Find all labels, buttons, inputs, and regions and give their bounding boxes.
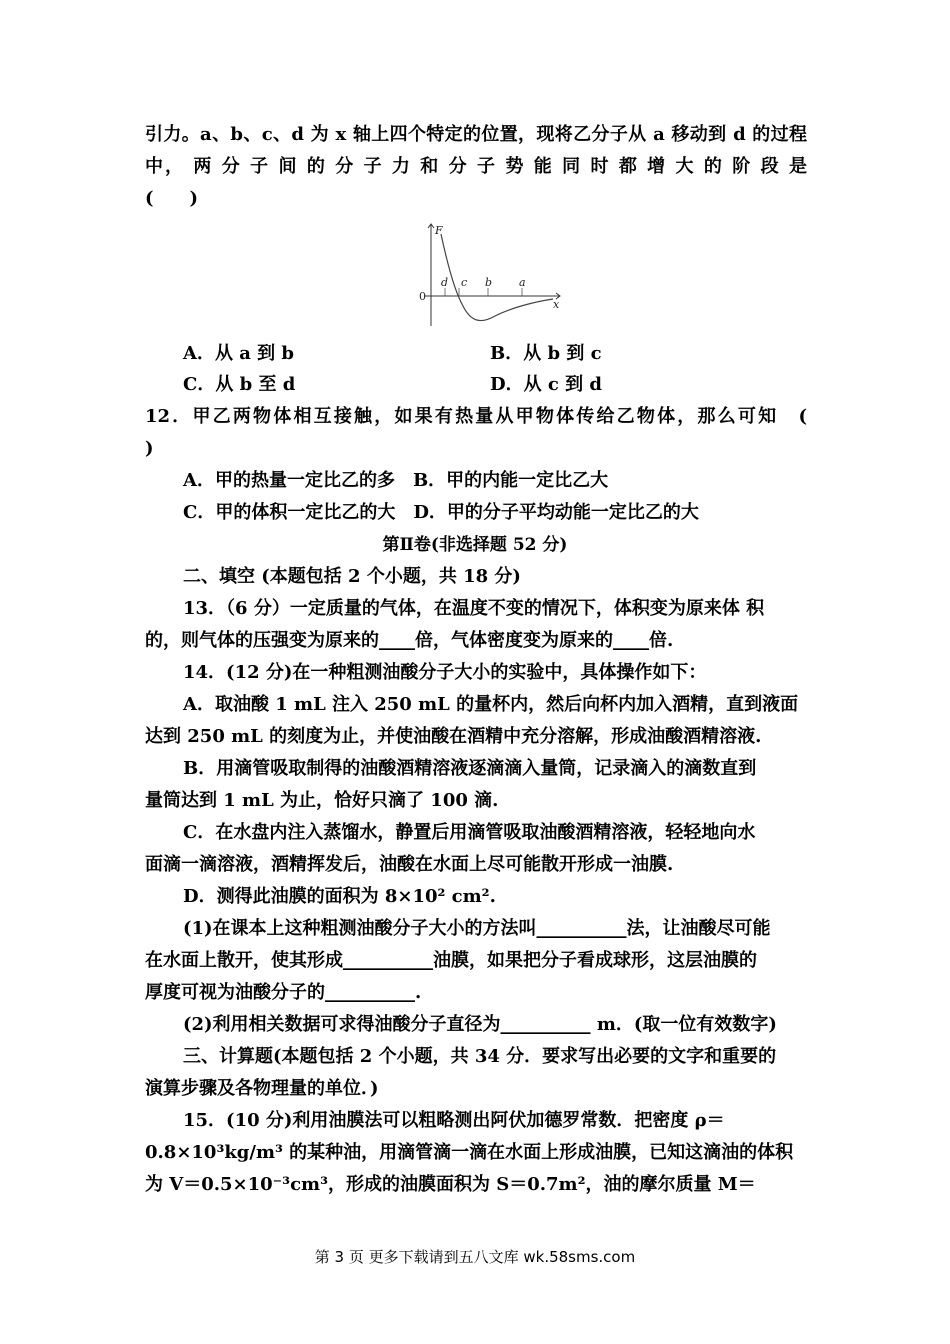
graph-origin-label: 0 <box>419 290 426 303</box>
q12-options-cd: C．甲的体积一定比乙的大 D．甲的分子平均动能一定比乙的大 <box>183 502 699 523</box>
q14-sub-1-line-3: 厚度可视为油酸分子的__________. <box>145 982 422 1003</box>
q14-step-a-line-2: 达到 250 mL 的刻度为止，并使油酸在酒精中充分溶解，形成油酸酒精溶液. <box>145 726 762 747</box>
q15-line-2: 0.8×10³kg/m³ 的某种油，用滴管滴一滴在水面上形成油膜，已知这滴油的体积 <box>145 1142 794 1163</box>
q15-line-1: 15．(10 分)利用油膜法可以粗略测出阿伏加德罗常数．把密度 ρ＝ <box>183 1110 725 1131</box>
q13-line-2: 的，则气体的压强变为原来的____倍，气体密度变为原来的____倍. <box>145 630 674 651</box>
q14-sub-1-line-1: (1)在课本上这种粗测油酸分子大小的方法叫__________法，让油酸尽可能 <box>183 918 771 939</box>
q11-line-1: 引力。a、b、c、d 为 x 轴上四个特定的位置，现将乙分子从 a 移动到 d 的过程 <box>145 124 807 145</box>
page-footer: 第 3 页 更多下载请到五八文库 wk.58sms.com <box>314 1248 636 1266</box>
q14-step-a-line-1: A．取油酸 1 mL 注入 250 mL 的量杯内，然后向杯内加入酒精，直到液面 <box>183 694 799 715</box>
q14-intro: 14．(12 分)在一种粗测油酸分子大小的实验中，具体操作如下： <box>183 662 707 683</box>
q14-step-c-line-2: 面滴一滴溶液，酒精挥发后，油酸在水面上尽可能散开形成一油膜. <box>145 854 674 875</box>
q14-step-b-line-2: 量筒达到 1 mL 为止，恰好只滴了 100 滴. <box>145 790 499 811</box>
graph-y-label: F <box>435 224 443 237</box>
q12-options-ab: A．甲的热量一定比乙的多 B．甲的内能一定比乙大 <box>183 470 609 491</box>
q11-option-row-1 <box>183 342 294 366</box>
q14-sub-1-line-2: 在水面上散开，使其形成__________油膜，如果把分子看成球形，这层油膜的 <box>145 950 757 971</box>
force-curve <box>441 234 553 321</box>
graph-point-c: c <box>461 276 468 289</box>
q13-line-1: 13．（6 分）一定质量的气体，在温度不变的情况下，体积变为原来体 积 <box>183 598 765 619</box>
q14-sub-2: (2)利用相关数据可求得油酸分子直径为__________ m．(取一位有效数字) <box>183 1014 777 1035</box>
graph-point-d: d <box>441 276 449 289</box>
graph-point-b: b <box>485 276 493 289</box>
q11-option-c: C．从 b 至 d <box>183 374 296 395</box>
q12-line-1: 12．甲乙两物体相互接触，如果有热量从甲物体传给乙物体，那么可知 ( <box>145 406 807 427</box>
q14-step-d: D．测得此油膜的面积为 8×10² cm². <box>183 886 496 907</box>
q11-option-d: D．从 c 到 d <box>490 374 602 395</box>
q14-step-b-line-1: B．用滴管吸取制得的油酸酒精溶液逐滴滴入量筒，记录滴入的滴数直到 <box>183 758 757 779</box>
q15-line-3: 为 V＝0.5×10⁻³cm³，形成的油膜面积为 S＝0.7m²，油的摩尔质量 M＝ <box>145 1174 756 1195</box>
graph-x-label: x <box>553 298 560 311</box>
q12-line-2: ) <box>145 438 154 459</box>
q14-step-c-line-1: C．在水盘内注入蒸馏水，静置后用滴管吸取油酸酒精溶液，轻轻地向水 <box>183 822 756 843</box>
section-2-title: 第Ⅱ卷(非选择题 52 分) <box>382 535 568 555</box>
q11-option-b: B．从 b 到 c <box>490 343 602 364</box>
part-3-heading-line-2: 演算步骤及各物理量的单位．) <box>145 1078 379 1099</box>
q11-answer-bracket: ( ) <box>145 188 199 209</box>
graph-point-a: a <box>519 276 526 289</box>
part-2-heading: 二、填空 (本题包括 2 个小题，共 18 分) <box>183 566 521 587</box>
force-distance-graph <box>415 222 565 330</box>
q11-line-2: 中， 两 分 子 间 的 分 子 力 和 分 子 势 能 同 时 都 增 大 的 阶 段 是 <box>145 156 807 177</box>
q11-option-a: A．从 a 到 b <box>183 343 295 364</box>
part-3-heading-line-1: 三、计算题(本题包括 2 个小题，共 34 分．要求写出必要的文字和重要的 <box>183 1046 777 1067</box>
